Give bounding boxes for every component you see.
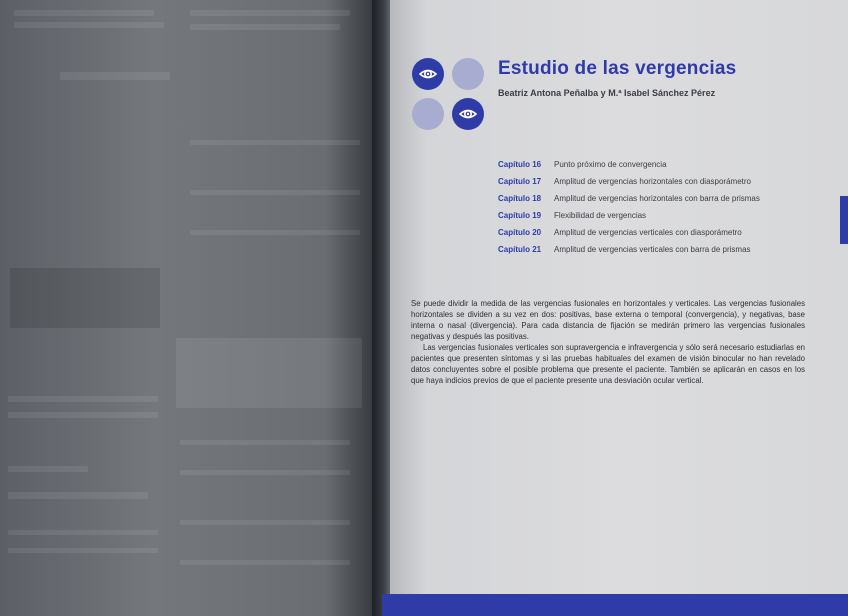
section-side-tab xyxy=(840,196,848,244)
chapter-row[interactable] xyxy=(498,207,828,224)
chapter-list xyxy=(498,156,828,258)
chapter-number: Capítulo 19 xyxy=(498,211,542,220)
chapter-number: Capítulo 21 xyxy=(498,245,542,254)
chapter-title: Amplitud de vergencias horizontales con barra de prismas xyxy=(554,194,760,203)
eye-icon xyxy=(418,64,438,84)
chapter-title: Amplitud de vergencias verticales con diasporámetro xyxy=(554,228,742,237)
chapter-number: Capítulo 20 xyxy=(498,228,542,237)
intro-paragraph: Se puede dividir la medida de las vergencias fusionales en horizontales y verticales. Las vergencias fusionales horizontales se dividen a su vez en dos: positivas, base externa o temporal (convergencia), y negativas, base interna o nasal (divergencia). Para cada distancia de fijación se medirán primero las vergencias fusionales negativas y después las positivas. xyxy=(411,299,805,341)
tile-top-right xyxy=(452,58,484,90)
chapter-title: Punto próximo de convergencia xyxy=(554,160,667,169)
page-bottom-bar xyxy=(382,594,848,616)
chapter-title: Amplitud de vergencias horizontales con diasporámetro xyxy=(554,177,751,186)
section-title: Estudio de las vergencias xyxy=(498,58,737,79)
chapter-title: Amplitud de vergencias verticales con barra de prismas xyxy=(554,245,751,254)
chapter-number: Capítulo 16 xyxy=(498,160,542,169)
eye-icon xyxy=(458,104,478,124)
chapter-title: Flexibilidad de vergencias xyxy=(554,211,647,220)
chapter-row[interactable] xyxy=(498,190,828,207)
chapter-row[interactable] xyxy=(498,156,828,173)
intro-text xyxy=(411,298,805,386)
chapter-number: Capítulo 18 xyxy=(498,194,542,203)
chapter-row[interactable] xyxy=(498,173,828,190)
eye-tile-bottom-right xyxy=(452,98,484,130)
left-page-bleed xyxy=(0,0,382,616)
bleed-through-header xyxy=(405,6,705,28)
chapter-number: Capítulo 17 xyxy=(498,177,542,186)
chapter-row[interactable] xyxy=(498,241,828,258)
intro-paragraph: Las vergencias fusionales verticales son supravergencia e infravergencia y sólo será necesario estudiarlas en pacientes que presenten síntomas y si las pruebas habituales del examen de visión binocular no han revelado datos concluyentes sobre el posible problema que presente el paciente. También se aplicarán en casos en los que haya indicios previos de que el paciente presente una desviación ocular vertical. xyxy=(411,343,805,385)
section-authors: Beatriz Antona Peñalba y M.ª Isabel Sánchez Pérez xyxy=(498,88,716,98)
tile-bottom-left xyxy=(412,98,444,130)
eye-tile-top-left xyxy=(412,58,444,90)
chapter-row[interactable] xyxy=(498,224,828,241)
